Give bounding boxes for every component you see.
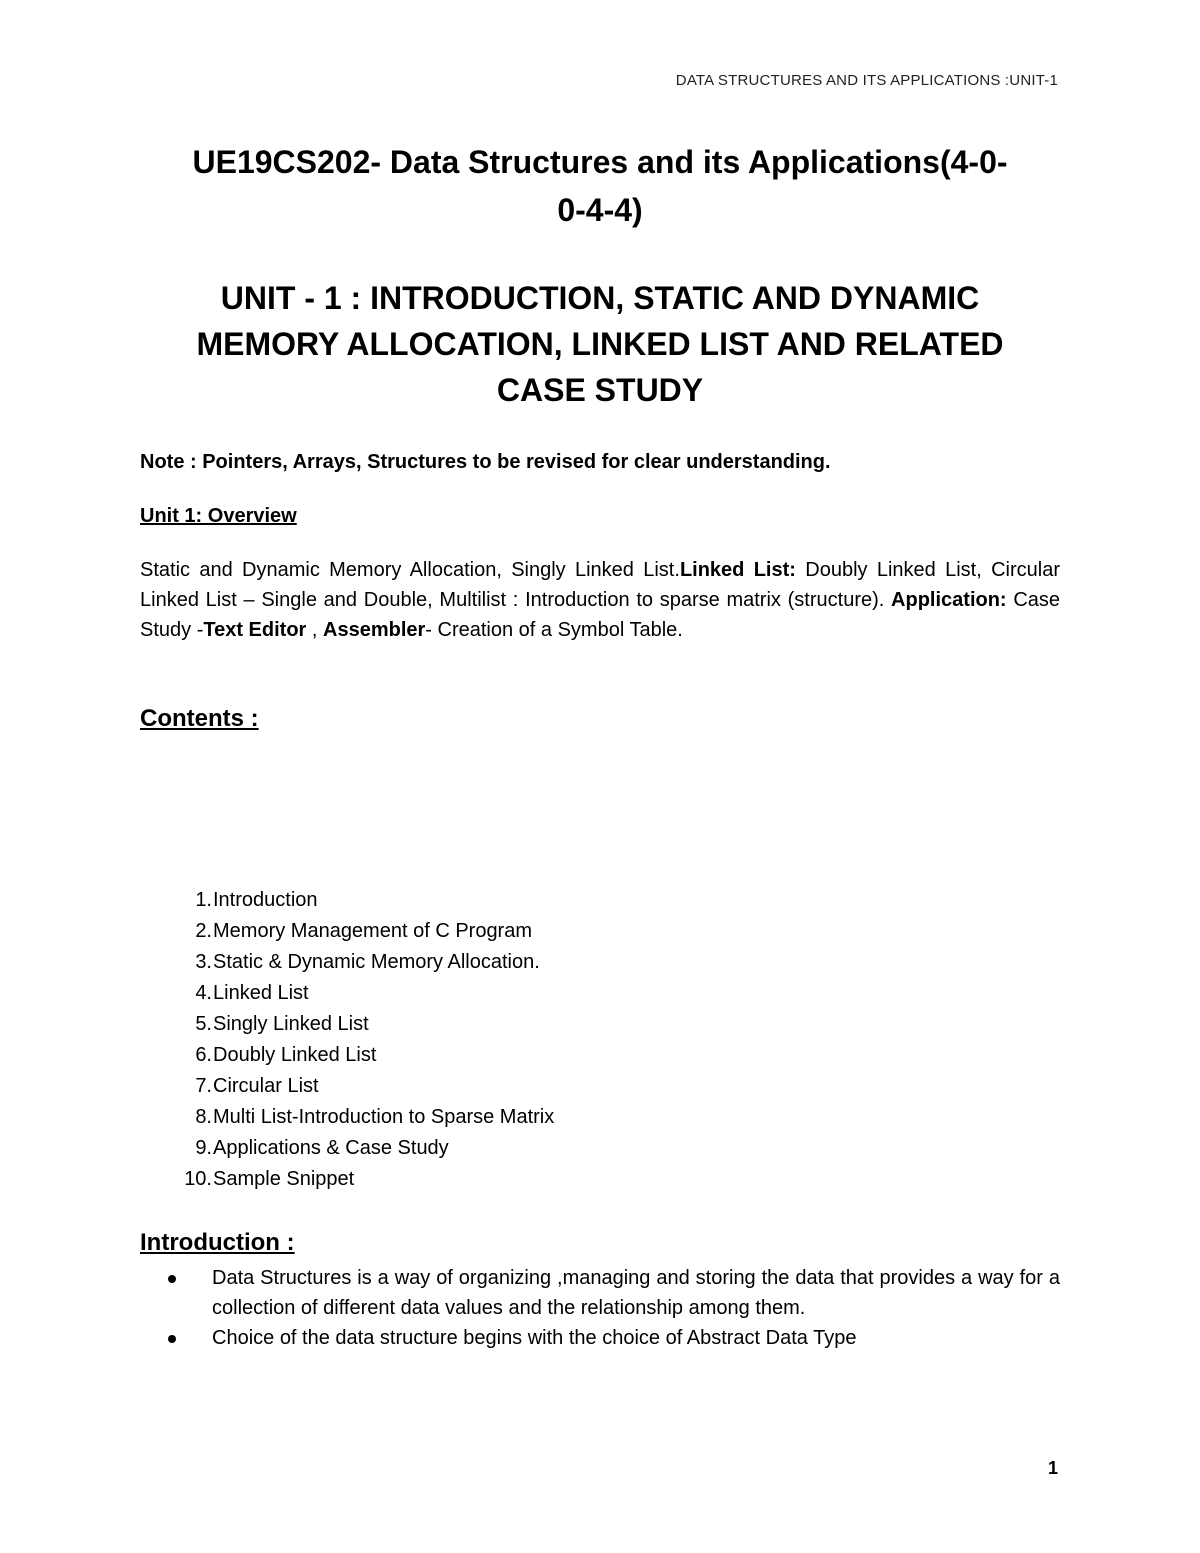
- overview-text-3: Case Study -: [140, 589, 1061, 641]
- list-item-text: Singly Linked List: [213, 1013, 369, 1035]
- list-item-number: 5.: [195, 1013, 212, 1035]
- introduction-heading: Introduction :: [140, 1229, 295, 1256]
- list-item-text: Multi List-Introduction to Sparse Matrix: [213, 1106, 555, 1128]
- overview-bold-4: Assembler: [323, 619, 426, 641]
- course-title-line-2: 0-4-4): [557, 192, 643, 228]
- overview-heading: Unit 1: Overview: [140, 505, 297, 527]
- list-item-number: 2.: [195, 920, 212, 942]
- list-item-text: Applications & Case Study: [213, 1137, 449, 1159]
- list-item: [140, 1133, 554, 1164]
- list-item-number: 10.: [184, 1168, 212, 1190]
- unit-title-line-3: CASE STUDY: [496, 372, 704, 408]
- list-item: [140, 1040, 554, 1071]
- note-text: Note : Pointers, Arrays, Structures to be revised for clear understanding.: [140, 451, 831, 473]
- course-title: [140, 138, 1060, 234]
- list-item: [140, 978, 554, 1009]
- introduction-bullets: [140, 1263, 1060, 1353]
- list-item-number: 4.: [195, 982, 212, 1004]
- overview-text-4: ,: [306, 619, 323, 641]
- list-item-number: 3.: [195, 951, 212, 973]
- overview-text-5: - Creation of a Symbol Table.: [425, 619, 683, 641]
- running-header: DATA STRUCTURES AND ITS APPLICATIONS :UNIT-1: [675, 72, 1058, 89]
- contents-list: [140, 885, 554, 1195]
- bullet-item: [140, 1323, 1060, 1353]
- overview-bold-1: Linked List:: [679, 559, 796, 581]
- list-item: [140, 916, 554, 947]
- list-item-text: Introduction: [213, 889, 318, 911]
- list-item: [140, 1102, 554, 1133]
- bullet-dot-icon: [140, 1263, 212, 1323]
- list-item-number: 6.: [195, 1044, 212, 1066]
- list-item-text: Static & Dynamic Memory Allocation.: [213, 951, 540, 973]
- bullet-dot-icon: [140, 1323, 212, 1353]
- unit-title-line-1: UNIT - 1 : INTRODUCTION, STATIC AND DYNAMIC: [220, 280, 980, 316]
- list-item-text: Linked List: [213, 982, 309, 1004]
- overview-bold-2: Application:: [891, 589, 1007, 611]
- list-item: [140, 885, 554, 916]
- list-item: [140, 1009, 554, 1040]
- list-item: [140, 1071, 554, 1102]
- list-item-text: Memory Management of C Program: [213, 920, 533, 942]
- unit-title: [140, 275, 1060, 413]
- list-item-number: 1.: [195, 889, 212, 911]
- overview-text-1: Static and Dynamic Memory Allocation, Singly Linked List.: [140, 559, 680, 581]
- page-number: 1: [1047, 1458, 1058, 1478]
- list-item-number: 8.: [195, 1106, 212, 1128]
- course-title-line-1: UE19CS202- Data Structures and its Applications(4-0-: [192, 144, 1008, 180]
- overview-text-2: Doubly Linked List, Circular Linked List – Single and Double, Multilist : Introduction to sparse matrix (structure).: [140, 559, 1060, 611]
- list-item: [140, 1164, 554, 1195]
- overview-paragraph: [140, 555, 1060, 645]
- list-item-number: 7.: [195, 1075, 212, 1097]
- list-item-text: Sample Snippet: [213, 1168, 355, 1190]
- bullet-item: [140, 1263, 1060, 1323]
- list-item-text: Doubly Linked List: [213, 1044, 377, 1066]
- unit-title-line-2: MEMORY ALLOCATION, LINKED LIST AND RELATED: [196, 326, 1004, 362]
- overview-bold-3: Text Editor: [203, 619, 307, 641]
- contents-heading: Contents :: [140, 705, 259, 732]
- bullet-text: Choice of the data structure begins with the choice of Abstract Data Type: [212, 1327, 857, 1349]
- list-item-number: 9.: [195, 1137, 212, 1159]
- list-item: [140, 947, 554, 978]
- list-item-text: Circular List: [213, 1075, 319, 1097]
- bullet-text: Data Structures is a way of organizing ,managing and storing the data that provides a way for a collection of different data values and the relationship among them.: [212, 1267, 1060, 1319]
